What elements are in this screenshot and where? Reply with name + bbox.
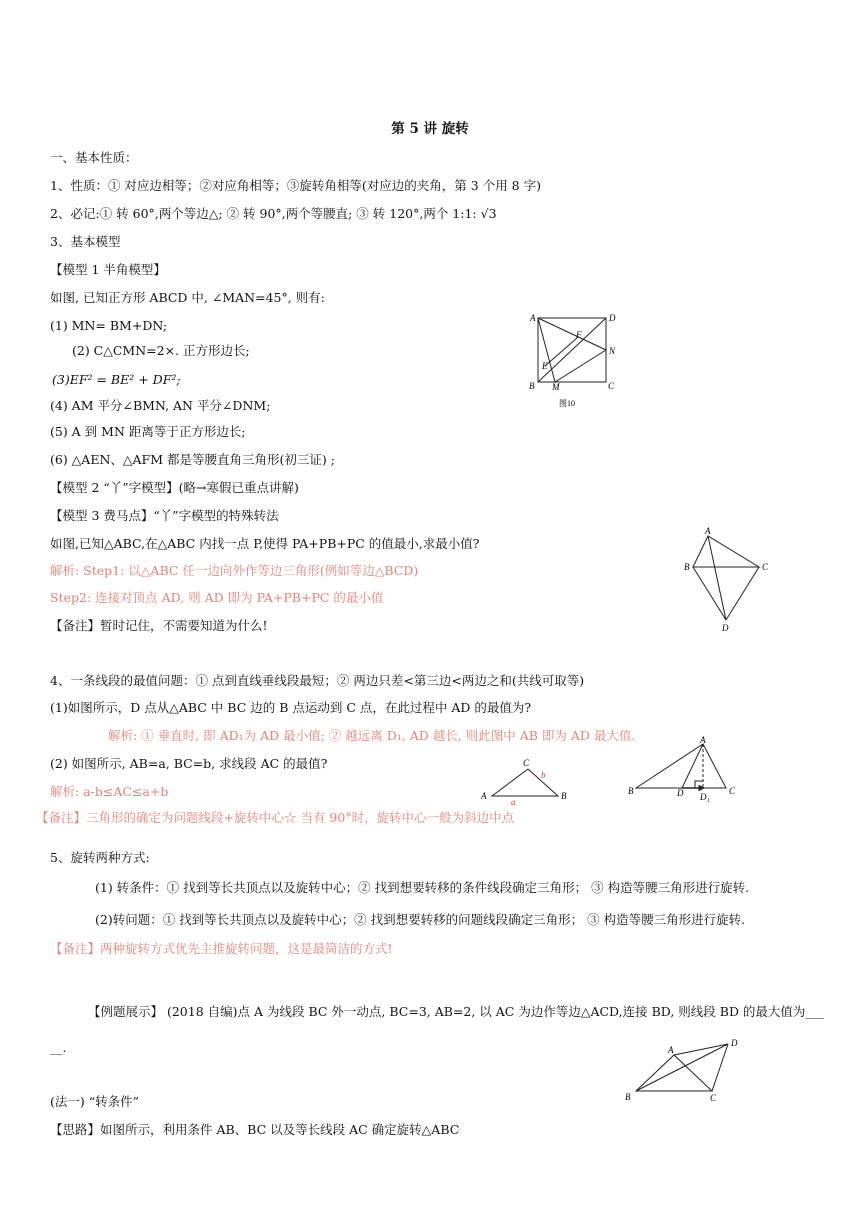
answer-4-2: 解析: a-b≤AC≤a+b — [50, 784, 169, 799]
model-2-heading: 【模型 2 “丫”字模型】(略→寒假已重点讲解) — [50, 480, 299, 495]
square-caption: 图10 — [559, 399, 575, 408]
page-title: 第 5 讲 旋转 — [391, 121, 469, 137]
method-1-heading: (法一) “转条件” — [50, 1094, 140, 1109]
method-transfer-condition: (1) 转条件：① 找到等长共顶点以及旋转中心；② 找到想要转移的条件线段确定三角形； ③ 构造等腰三角形进行旋转. — [95, 880, 750, 895]
model-1-item-1: (1) MN= BM+DN; — [50, 318, 168, 333]
basic-models-heading: 3、基本模型 — [50, 234, 121, 249]
square-label-f: F — [576, 330, 582, 340]
note-5: 【备注】两种旋转方式优先主推旋转问题，这是最简洁的方式! — [50, 941, 393, 956]
square-label-n: N — [609, 346, 616, 356]
section-4-heading: 4、一条线段的最值问题：① 点到直线垂线段最短；② 两边只差<第三边<两边之和(共线可取等) — [50, 673, 585, 688]
half-angle-square-figure — [525, 310, 625, 415]
square-label-b: B — [529, 381, 535, 391]
small-tri-label-b: B — [561, 791, 567, 801]
example-label-c: C — [710, 1093, 717, 1103]
side-a-label: a — [511, 797, 516, 807]
model-3-heading: 【模型 3 费马点】“丫”字模型的特殊转法 — [50, 508, 279, 523]
example-statement: 【例题展示】 (2018 自编)点 A 为线段 BC 外一动点, BC=3, AB=2, 以 AC 为边作等边△ACD,连接 BD, 则线段 BD 的最大值为___ — [88, 1004, 825, 1019]
answer-4-1: 解析: ① 垂直时, 即 AD₁为 AD 最小值; ② 越远离 D₁, AD 越长, 则此图中 AB 即为 AD 最大值. — [108, 728, 636, 743]
small-tri-label-c: C — [523, 758, 530, 768]
example-label-b: B — [625, 1092, 631, 1102]
fermat-label-b: B — [684, 562, 690, 572]
section-5-heading: 5、旋转两种方式: — [50, 850, 150, 865]
moving-point-triangle-figure — [625, 736, 745, 806]
model-1-item-2: (2) C△CMN=2×. 正方形边长; — [72, 343, 250, 358]
model-1-item-5: (5) A 到 MN 距离等于正方形边长; — [50, 424, 246, 439]
square-label-d: D — [609, 313, 616, 323]
question-4-1: (1)如图所示，D 点从△ABC 中 BC 边的 B 点运动到 C 点，在此过程中 AD 的最值为? — [50, 700, 532, 715]
section-basic-properties: 一、基本性质： — [50, 150, 138, 165]
model-3-step-2: Step2: 连接对顶点 AD, 则 AD 即为 PA+PB+PC 的最小值 — [50, 590, 384, 605]
fermat-label-a: A — [705, 526, 711, 536]
perp-tri-label-c: C — [729, 786, 736, 796]
idea-line: 【思路】如图所示，利用条件 AB、BC 以及等长线段 AC 确定旋转△ABC — [50, 1122, 460, 1137]
square-label-m: M — [552, 382, 560, 392]
fermat-label-d: D — [722, 623, 729, 633]
perp-tri-label-d: D — [677, 788, 684, 798]
memorize-line: 2、必记:① 转 60°,两个等边△; ② 转 90°,两个等腰直; ③ 转 120°,两个 1:1: √3 — [50, 206, 497, 221]
example-answer-blank: __. — [50, 1040, 67, 1055]
model-3-step-1: 解析: Step1: 以△ABC 任一边向外作等边三角形(例如等边△BCD) — [50, 563, 419, 578]
method-transfer-question: (2)转问题：① 找到等长共顶点以及旋转中心；② 找到想要转移的问题线段确定三角形； ③ 构造等腰三角形进行旋转. — [95, 912, 746, 927]
example-label-d: D — [731, 1038, 738, 1048]
property-line: 1、性质：① 对应边相等；②对应角相等；③旋转角相等(对应边的夹角，第 3 个用 8 字) — [50, 178, 541, 193]
model-1-intro: 如图, 已知正方形 ABCD 中, ∠MAN=45°, 则有: — [50, 290, 325, 305]
square-label-a: A — [530, 313, 536, 323]
side-b-label: b — [541, 770, 546, 780]
model-3-question: 如图,已知△ABC,在△ABC 内找一点 P,使得 PA+PB+PC 的值最小,求最小值? — [50, 536, 480, 551]
model-1-item-4: (4) AM 平分∠BMN, AN 平分∠DNM; — [50, 398, 271, 413]
question-4-2: (2) 如图所示, AB=a, BC=b, 求线段 AC 的最值? — [50, 756, 328, 771]
model-1-heading: 【模型 1 半角模型】 — [50, 262, 166, 277]
model-1-item-3: (3)EF² = BE² + DF²; — [52, 372, 181, 387]
fermat-point-figure — [680, 525, 780, 635]
triangle-ab-bc-figure — [478, 757, 578, 807]
model-1-item-6: (6) △AEN、△AFM 都是等腰直角三角形(初三证) ; — [50, 452, 335, 467]
perp-tri-label-b: B — [628, 786, 634, 796]
square-label-e: E — [542, 361, 548, 371]
perp-tri-label-a: A — [700, 736, 706, 745]
square-label-c: C — [608, 381, 615, 391]
small-tri-label-a: A — [481, 791, 487, 801]
example-label-a: A — [668, 1045, 674, 1055]
fermat-label-c: C — [762, 562, 769, 572]
note-4: 【备注】三角形的确定为问题线段+旋转中心☆ 当有 90°时，旋转中心一般为斜边中点 — [36, 810, 515, 825]
perp-tri-label-d1: D₁ — [700, 792, 710, 802]
model-3-note: 【备注】暂时记住，不需要知道为什么! — [50, 618, 268, 633]
example-figure — [615, 1030, 745, 1108]
